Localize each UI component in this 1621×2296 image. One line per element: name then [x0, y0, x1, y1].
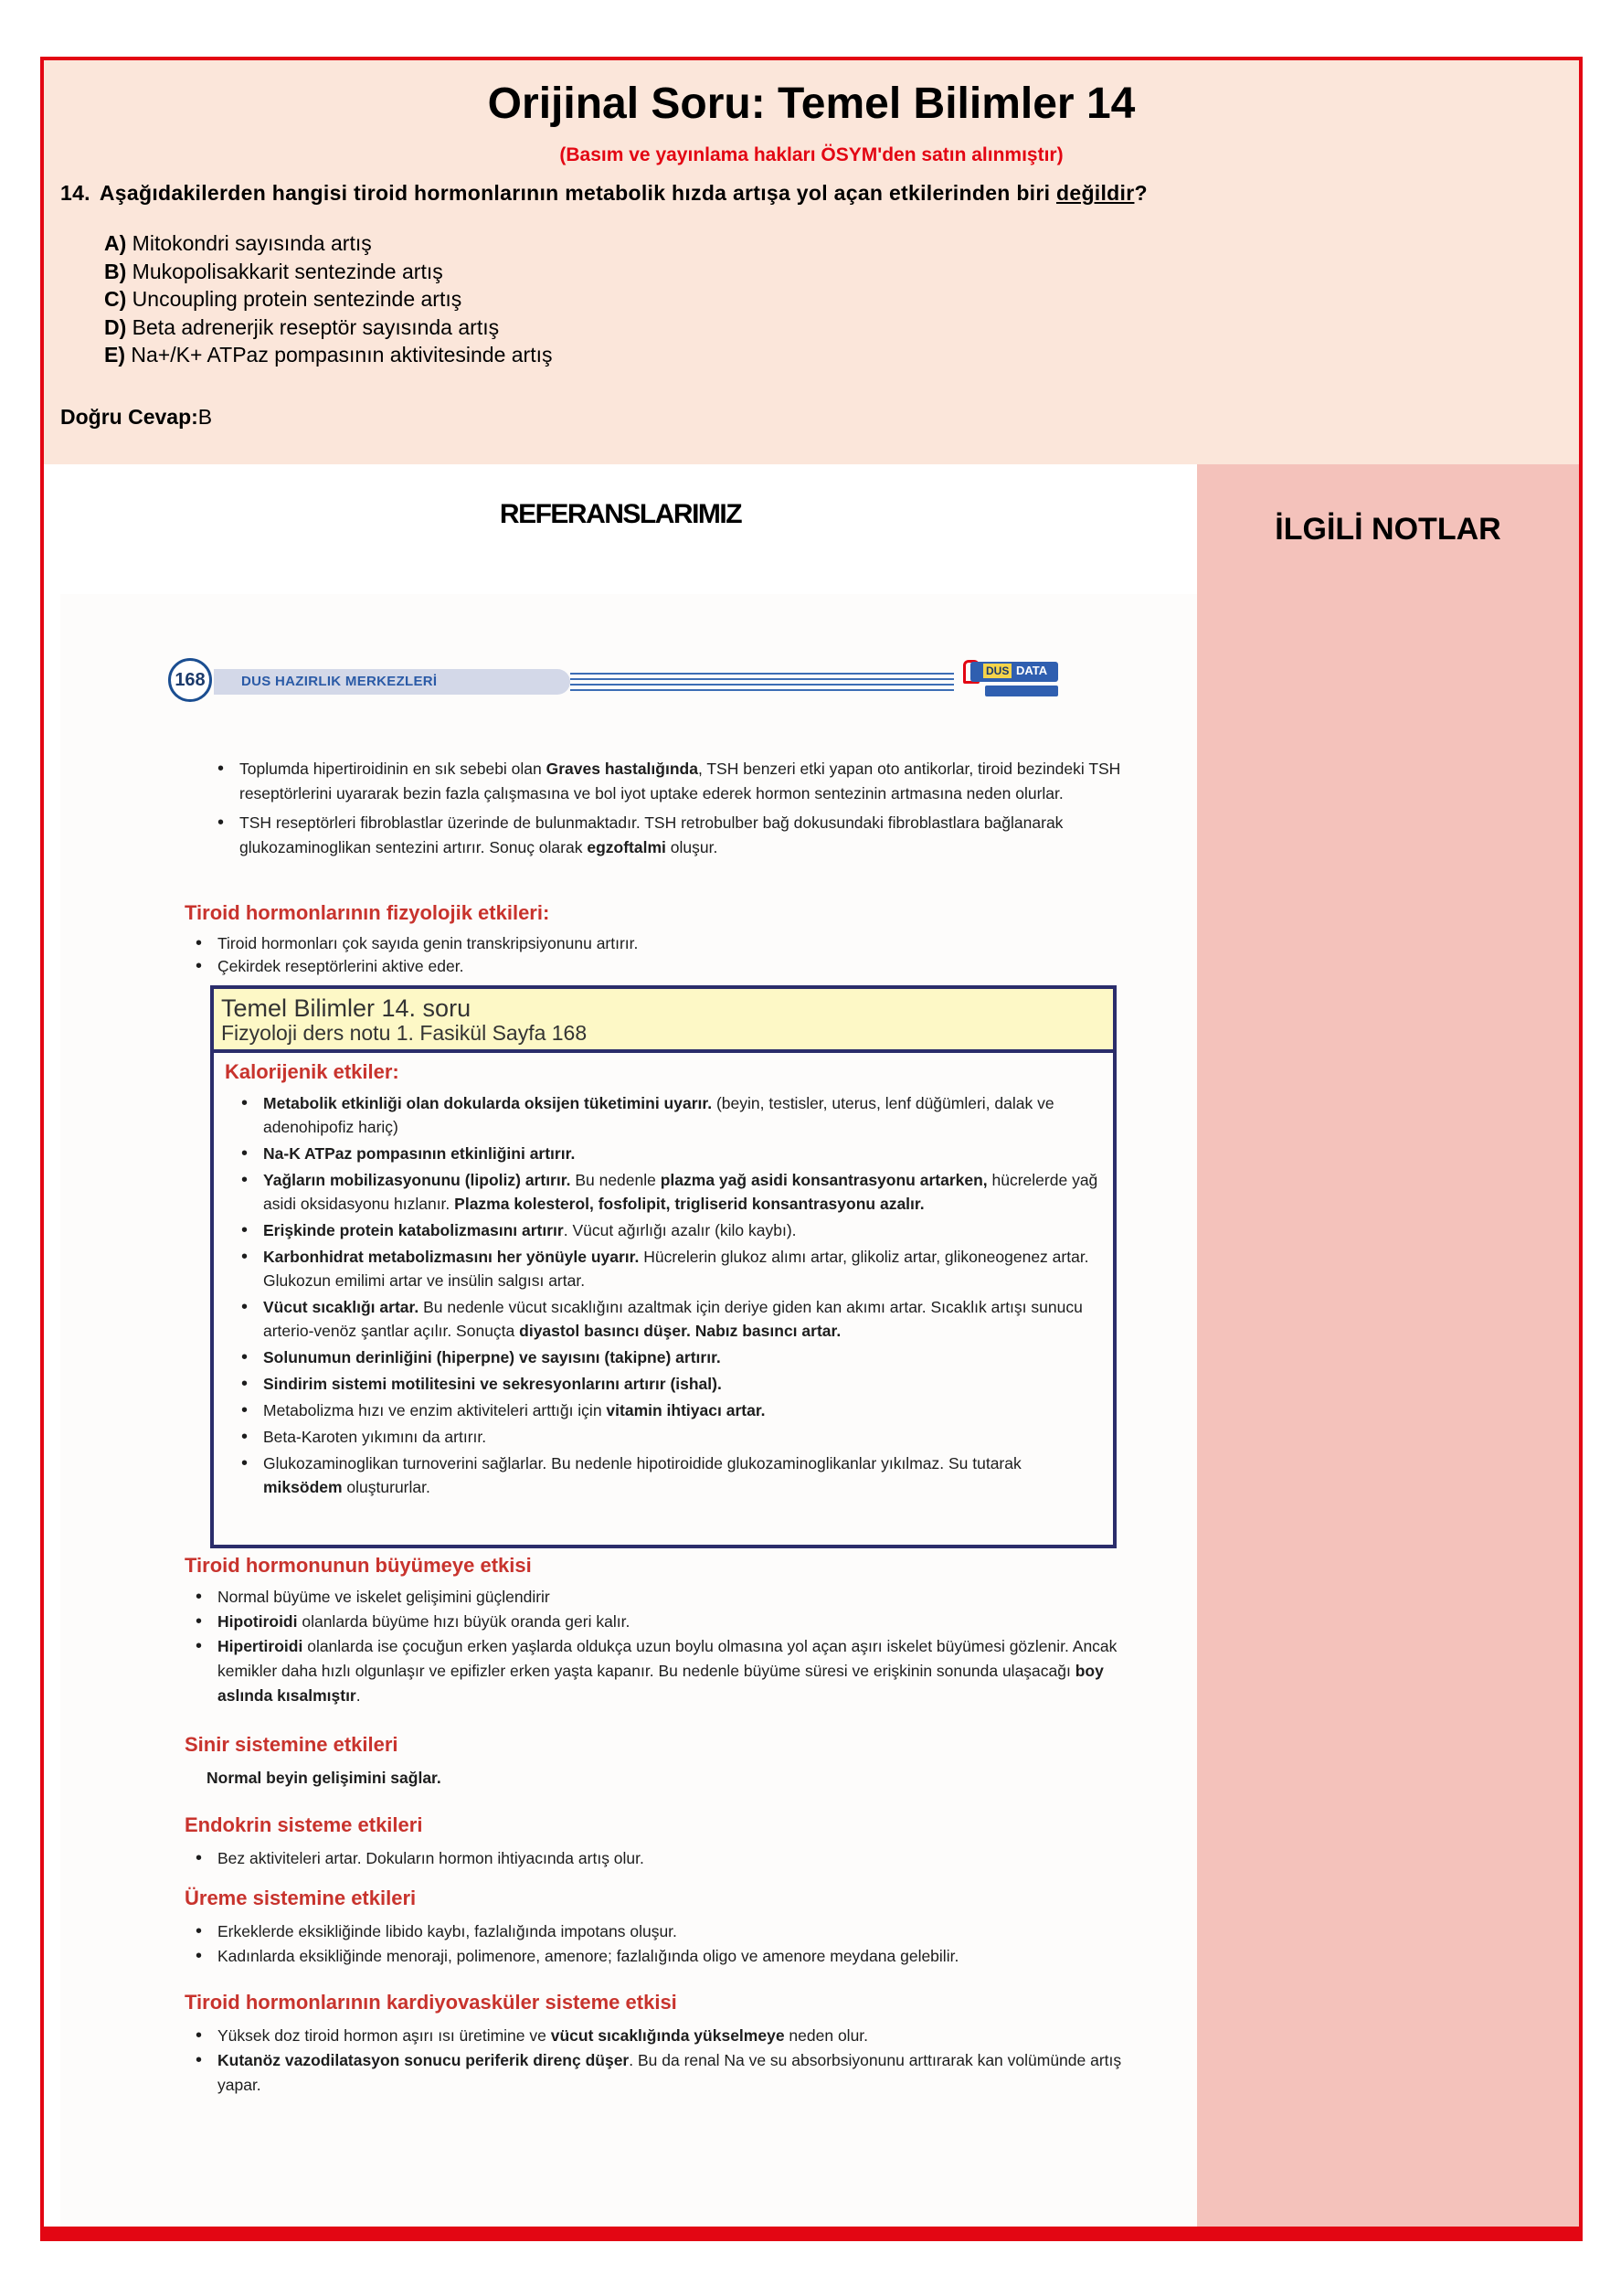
section-title: Tiroid hormonlarının kardiyovasküler sisteme etkisi: [185, 1991, 677, 2014]
option-e: [104, 341, 552, 369]
dusdata-logo: DUS DATA: [963, 658, 1062, 704]
option-letter: E): [104, 343, 125, 367]
list-item: • Erişkinde protein katabolizmasını artırır. Vücut ağırlığı azalır (kilo kaybı).: [230, 1218, 1098, 1242]
section-list: [185, 2024, 1153, 2098]
option-letter: C): [104, 287, 127, 311]
notes-column: [1197, 464, 1579, 2241]
list-item: • Metabolik etkinliği olan dokularda oksijen tüketimini uyarır. (beyin, testisler, uterus, lenf düğümleri, dalak ve adenohipofiz hariç): [230, 1091, 1098, 1139]
header-rule: [570, 684, 954, 686]
option-a: [104, 229, 552, 258]
header-rule: [570, 673, 954, 675]
section-list: [185, 1846, 1153, 1871]
section-title: Tiroid hormonlarının fizyolojik etkileri:: [185, 901, 550, 924]
book-header: [168, 658, 1107, 704]
answer-options: [104, 229, 552, 369]
section-title: Sinir sistemine etkileri: [185, 1733, 398, 1756]
list-item: • Yüksek doz tiroid hormon aşırı ısı üretimine ve vücut sıcaklığında yükselmeye neden olur.: [185, 2024, 1153, 2048]
question-stem: [60, 181, 1148, 206]
list-item: • Çekirdek reseptörlerini aktive eder.: [185, 955, 1153, 978]
book-header-label: DUS HAZIRLIK MERKEZLERİ: [241, 674, 438, 689]
section-list: [230, 1091, 1098, 1502]
list-item: • Na-K ATPaz pompasının etkinliğini artırır.: [230, 1142, 1098, 1165]
list-item: • Normal büyüme ve iskelet gelişimini güçlendirir: [185, 1585, 1153, 1610]
list-item: • Sindirim sistemi motilitesini ve sekresyonlarını artırır (ishal).: [230, 1372, 1098, 1396]
list-item: • Hipotiroidi olanlarda büyüme hızı büyük oranda geri kalır.: [185, 1610, 1153, 1634]
answer-label: Doğru Cevap:: [60, 405, 198, 429]
option-text: Na+/K+ ATPaz pompasının aktivitesinde artış: [131, 343, 553, 367]
answer-value: B: [197, 405, 213, 429]
header-rule: [570, 689, 954, 691]
page-title: Orijinal Soru: Temel Bilimler 14: [487, 80, 1136, 128]
page-frame: [40, 57, 1583, 2241]
list-item: • Erkeklerde eksikliğinde libido kaybı, fazlalığında impotans oluşur.: [185, 1919, 1153, 1944]
list-item: • Tiroid hormonları çok sayıda genin transkripsiyonunu artırır.: [185, 932, 1153, 955]
reference-book-page: [60, 594, 1197, 2238]
option-text: Mitokondri sayısında artış: [132, 231, 372, 255]
list-item: • Yağların mobilizasyonunu (lipoliz) artırır. Bu nedenle plazma yağ asidi konsantrasyonu artarken, hücrelerde yağ asidi oksidasyonu hızlanır. Plazma kolesterol, fosfolipit, trigliserid konsantrasyonu azalır.: [230, 1168, 1098, 1216]
copyright-note: (Basım ve yayınlama hakları ÖSYM'den satın alınmıştır): [559, 144, 1064, 165]
list-item: • Solunumun derinliğini (hiperpne) ve sayısını (takipne) artırır.: [230, 1345, 1098, 1369]
list-item: • Kutanöz vazodilatasyon sonucu periferik direnç düşer. Bu da renal Na ve su absorbsiyonunu arttırarak kan volümünde artış yapar.: [185, 2048, 1153, 2098]
list-item: • TSH reseptörleri fibroblastlar üzerinde de bulunmaktadır. TSH retrobulber bağ dokusundaki fibroblastlara bağlanarak glukozaminoglikan sentezini artırır. Sonuç olarak egzoftalmi oluşur.: [207, 811, 1129, 860]
intro-bullets: [207, 757, 1129, 865]
bottom-bar: [40, 2227, 1583, 2239]
option-letter: A): [104, 231, 127, 255]
list-item: • Glukozaminoglikan turnoverini sağlarlar. Bu nedenle hipotiroidide glukozaminoglikanlar yıkılmaz. Su tutarak miksödem oluştururlar.: [230, 1451, 1098, 1499]
callout-subtitle: Fizyoloji ders notu 1. Fasikül Sayfa 168: [221, 1021, 588, 1045]
callout-header: [214, 989, 1113, 1053]
option-text: Beta adrenerjik reseptör sayısında artış: [132, 314, 500, 339]
section-list: [185, 1919, 1153, 1969]
option-b: [104, 258, 552, 286]
option-letter: D): [104, 314, 127, 339]
section-title: Endokrin sisteme etkileri: [185, 1813, 423, 1836]
list-item: • Karbonhidrat metabolizmasını her yönüyle uyarır. Hücrelerin glukoz alımı artar, glikoliz artar, glikoneogenez artar. Glukozun emilimi artar ve insülin salgısı artar.: [230, 1245, 1098, 1292]
header-rule: [570, 678, 954, 680]
correct-answer: [60, 405, 212, 430]
list-item: • Bez aktiviteleri artar. Dokuların hormon ihtiyacında artış olur.: [185, 1846, 1153, 1871]
section-list: [185, 1585, 1153, 1708]
references-heading: REFERANSLARIMIZ: [499, 499, 742, 529]
section-title: Üreme sistemine etkileri: [185, 1887, 417, 1909]
option-d: [104, 314, 552, 342]
option-letter: B): [104, 259, 127, 283]
callout-title: Temel Bilimler 14. soru: [221, 994, 471, 1022]
list-item: • Beta-Karoten yıkımını da artırır.: [230, 1425, 1098, 1449]
question-text: Aşağıdakilerden hangisi tiroid hormonlarının metabolik hızda artışa yol açan etkilerinden biri: [99, 181, 1056, 205]
list-item: • Toplumda hipertiroidinin en sık sebebi olan Graves hastalığında, TSH benzeri etki yapan oto antikorlar, tiroid bezindeki TSH reseptörlerini uyararak bezin fazla çalışmasına ve bol iyot uptake ederek hormon sentezinin artmasına neden olurlar.: [207, 757, 1129, 806]
question-panel: [44, 60, 1579, 464]
section-list: [185, 932, 1153, 978]
list-item: • Metabolizma hızı ve enzim aktiviteleri arttığı için vitamin ihtiyacı artar.: [230, 1398, 1098, 1422]
list-item: • Kadınlarda eksikliğinde menoraji, polimenore, amenore; fazlalığında oligo ve amenore meydana gelebilir.: [185, 1944, 1153, 1969]
book-page-number: 168: [168, 658, 212, 702]
section-title: Kalorijenik etkiler:: [225, 1060, 399, 1083]
list-item: • Hipertiroidi olanlarda ise çocuğun erken yaşlarda oldukça uzun boylu olmasına yol açan aşırı iskelet büyümesi gözlenir. Ancak kemikler daha hızlı olgunlaşır ve epifizler erken yaşta kapanır. Bu nedenle büyüme süresi ve erişkinin sonunda ulaşacağı boy aslında kısalmıştır.: [185, 1634, 1153, 1708]
highlight-callout: [210, 985, 1117, 1548]
question-mark: ?: [1134, 181, 1148, 205]
section-text: Normal beyin gelişimini sağlar.: [207, 1769, 441, 1787]
option-text: Mukopolisakkarit sentezinde artış: [132, 259, 443, 283]
notes-heading: İLGİLİ NOTLAR: [1275, 512, 1501, 547]
question-negation: değildir: [1056, 181, 1135, 205]
option-text: Uncoupling protein sentezinde artış: [132, 287, 462, 311]
section-title: Tiroid hormonunun büyümeye etkisi: [185, 1554, 532, 1577]
list-item: • Vücut sıcaklığı artar. Bu nedenle vücut sıcaklığını azaltmak için deriye giden kan akımı artar. Sıcaklık artışı sunucu arterio-venöz şantlar açılır. Sonuçta diyastol basıncı düşer. Nabız basıncı artar.: [230, 1295, 1098, 1343]
question-number: 14.: [60, 181, 90, 205]
option-c: [104, 285, 552, 314]
